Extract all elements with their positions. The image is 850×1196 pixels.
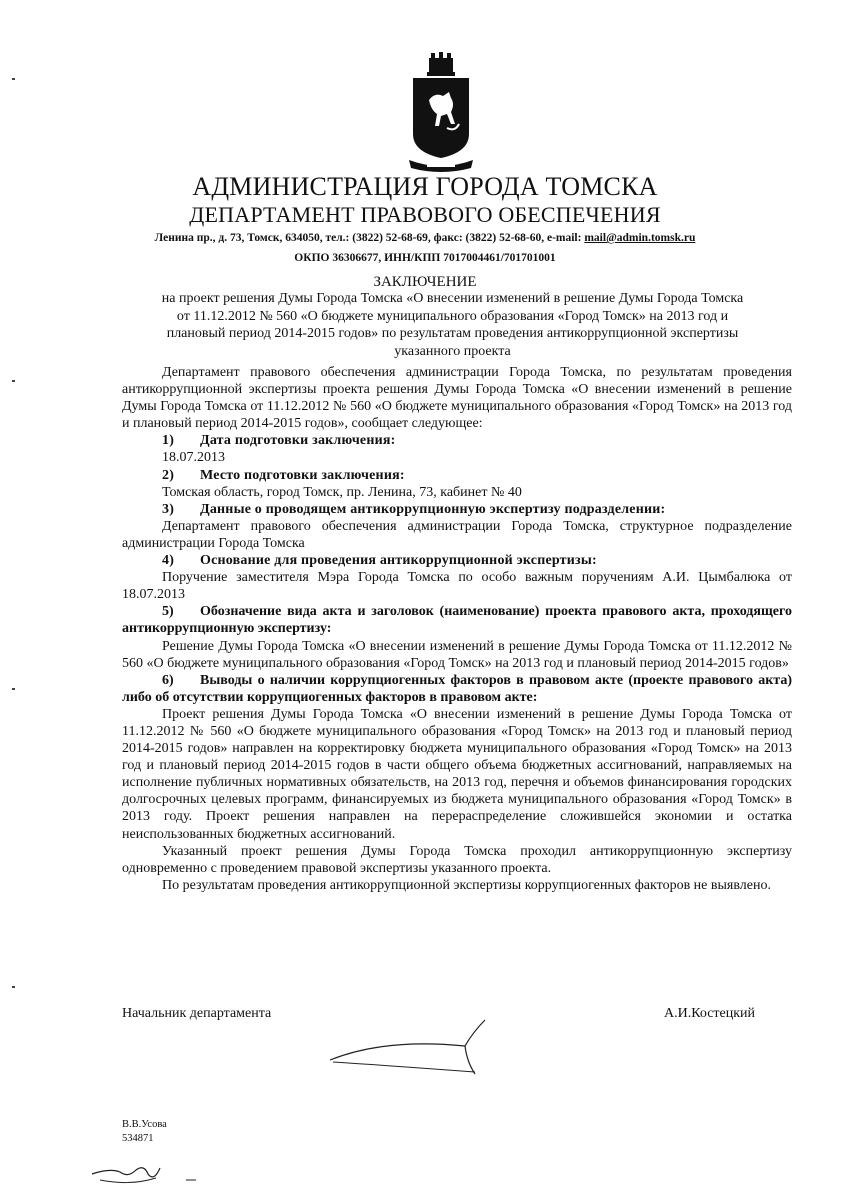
paragraph: Указанный проект решения Думы Города Томска проходил антикоррупционную экспертизу одновременно с проведением правовой экспертизы указанного проекта. — [122, 843, 792, 876]
intro-paragraph: Департамент правового обеспечения администрации Города Томска, по результатам проведения антикоррупционной экспертизы проекта решения Думы Города Томска «О внесении изменений в решение Думы Города Томска от 11.12.2012 № 560 «О бюджете муниципального образования «Город Томск» на 2013 год и плановый период 2014-2015 годов», сообщает следующее: — [122, 365, 792, 432]
section-heading — [122, 467, 792, 484]
executor-name: В.В.Усова — [122, 1119, 167, 1130]
signer-position: Начальник департамента — [122, 1006, 272, 1021]
subject-line: от 11.12.2012 № 560 «О бюджете муниципального образования «Город Томск» на 2013 год и — [176, 308, 729, 324]
section-text: Департамент правового обеспечения администрации Города Томска, структурное подразделение администрации Города Томска — [122, 518, 792, 551]
section-heading — [122, 603, 792, 637]
executor-phone: 534871 — [122, 1133, 154, 1144]
paragraph: По результатам проведения антикоррупционной экспертизы коррупциогенных факторов не выявлено. — [162, 877, 771, 893]
section-heading — [122, 672, 792, 706]
scan-speck — [12, 986, 15, 988]
signature-icon — [325, 1018, 495, 1076]
signer-name: А.И.Костецкий — [664, 1006, 756, 1021]
section-heading-text: Основание для проведения антикоррупционной экспертизы: — [200, 553, 597, 569]
section-text: Проект решения Думы Города Томска «О внесении изменений в решение Думы Города Томска от 11.12.2012 № 560 «О бюджете муниципального образования «Город Томск» на 2013 год и плановый период 2014-2015 годов» направлен на корректировку бюджета муниципального образования «Город Томск» на 2013 год и плановый период 2014-2015 годов в части общего объема бюджетных ассигнований, направляемых на исполнение публичных нормативных обязательств, на 2013 год, перечня и объемов финансирования городских долгосрочных целевых программ, финансируемых из бюджета муниципального образования «Город Томск» в 2013 году. Проект решения направлен на перераспределение сложившейся экономии и остатка неиспользованных бюджетных ассигнований. — [122, 706, 792, 842]
document-subject — [115, 290, 790, 360]
email-link[interactable]: mail@admin.tomsk.ru — [584, 232, 696, 244]
scan-speck — [12, 78, 15, 80]
document-body — [122, 364, 792, 894]
scan-speck — [12, 380, 15, 382]
section-text: Решение Думы Города Томска «О внесении изменений в решение Думы Города Томска от 11.12.2012 № 560 «О бюджете муниципального образования «Город Томск» на 2013 год и плановый период 2014-2015 годов» — [122, 638, 792, 671]
department-title: ДЕПАРТАМЕНТ ПРАВОВОГО ОБЕСПЕЧЕНИЯ — [189, 202, 661, 227]
section-heading — [122, 432, 792, 449]
subject-line: на проект решения Думы Города Томска «О внесении изменений в решение Думы Города Томска — [161, 291, 744, 306]
section-number: 6) — [162, 672, 174, 688]
contact-line — [0, 232, 850, 244]
section-heading-text: Выводы о наличии коррупциогенных факторов в правовом акте (проекте правового акта) либо об отсутствии коррупциогенных факторов в правовом акте: — [122, 672, 792, 705]
initials-mark-icon — [90, 1160, 200, 1190]
section-number: 4) — [162, 553, 175, 569]
section-number: 2) — [162, 467, 175, 483]
address-text: Ленина пр., д. 73, Томск, 634050, тел.: (3822) 52-68-69, факс: (3822) 52-68-60, e-mail: — [154, 232, 585, 244]
section-heading-text: Данные о проводящем антикоррупционную экспертизу подразделении: — [200, 501, 666, 517]
section-heading-text: Место подготовки заключения: — [200, 467, 405, 483]
section-text: Томская область, город Томск, пр. Ленина, 73, кабинет № 40 — [162, 484, 522, 500]
city-coat-of-arms-icon — [405, 52, 477, 174]
section-heading-text: Дата подготовки заключения: — [200, 433, 396, 449]
org-title: АДМИНИСТРАЦИЯ ГОРОДА ТОМСКА — [192, 172, 658, 201]
executor-info — [122, 1118, 167, 1146]
org-ids: ОКПО 36306677, ИНН/КПП 7017004461/701701001 — [294, 252, 556, 264]
section-heading — [122, 501, 792, 518]
section-number: 5) — [162, 604, 174, 620]
subject-line: плановый период 2014-2015 годов» по результатам проведения антикоррупционной экспертизы — [166, 326, 739, 341]
document-title: ЗАКЛЮЧЕНИЕ — [373, 274, 477, 290]
section-number: 3) — [162, 501, 175, 517]
section-text: 18.07.2013 — [162, 450, 225, 466]
subject-line: указанного проекта — [394, 343, 511, 359]
section-text: Поручение заместителя Мэра Города Томска по особо важным поручениям А.И. Цымбалюка от 18.07.2013 — [122, 570, 792, 603]
scan-speck — [12, 688, 15, 690]
section-number: 1) — [162, 433, 175, 449]
section-heading — [122, 552, 792, 569]
section-heading-text: Обозначение вида акта и заголовок (наименование) проекта правового акта, проходящего антикоррупционную экспертизу: — [122, 604, 792, 637]
